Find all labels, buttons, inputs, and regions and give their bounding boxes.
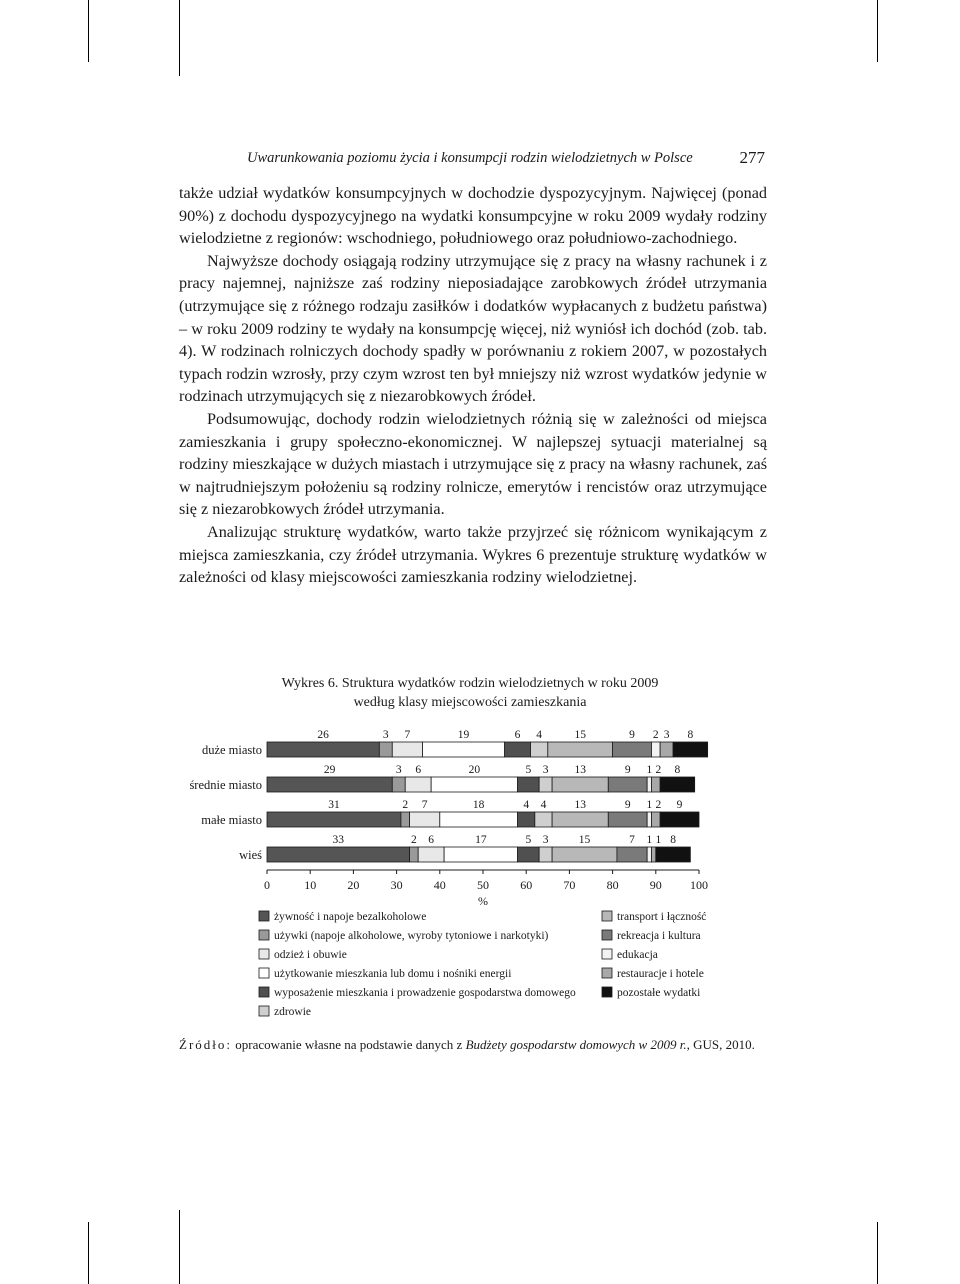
category-label: wieś [239, 848, 262, 862]
data-label: 9 [629, 729, 635, 741]
page-number: 277 [739, 148, 765, 167]
paragraph-3: Podsumowując, dochody rodzin wielodzietnych różnią się w zależności od miejsca zamieszkania i grupy społeczno-ekonomicznej. W najlepszej sytuacji materialnej są rodziny mieszkające w dużych miastach i utrzymujące się z pracy na własny rachunek, zaś w najtrudniejszym położeniu są rodziny rolnicze, emerytów i rencistów oraz utrzymujące się z niezarobkowych źródeł utrzymania. [179, 409, 767, 519]
legend-swatch [602, 930, 612, 940]
data-label: 31 [328, 799, 340, 811]
legend-label: rekreacja i kultura [617, 930, 701, 942]
data-label: 9 [624, 764, 631, 776]
legend-label: użytkowanie mieszkania lub domu i nośniki energii [274, 968, 512, 980]
category-label: duże miasto [201, 743, 262, 757]
bar-segment [431, 777, 517, 792]
bar-segment [267, 777, 392, 792]
bar-segment [552, 847, 617, 862]
data-label: 8 [687, 729, 694, 741]
paragraph-4: Analizując strukturę wydatków, warto także przyjrzeć się różnicom wynikającym z miejsca zamieszkania, czy źródeł utrzymania. Wykres 6 prezentuje strukturę wydatków w zależności od klasy miejscowości zamieszkania rodziny wielodzietnej. [179, 522, 767, 587]
x-tick-label: 80 [606, 878, 619, 892]
bar-segment [531, 742, 548, 757]
figure-title-line-2: według klasy miejscowości zamieszkania [353, 695, 587, 710]
category-label: małe miasto [201, 813, 262, 827]
x-tick-label: 50 [477, 878, 489, 892]
source-title: Budżety gospodarstw domowych w 2009 r. [465, 1037, 687, 1052]
bar-segment [660, 777, 695, 792]
data-label: 6 [428, 834, 435, 846]
bar-segment [505, 742, 531, 757]
x-tick-label: 40 [433, 878, 446, 892]
bar-segment [647, 777, 651, 792]
bar-segment [535, 812, 552, 827]
category-label: średnie miasto [189, 778, 262, 792]
legend-swatch [259, 1006, 269, 1016]
bar-segment [267, 742, 379, 757]
bar-segment [444, 847, 517, 862]
bar-segment [660, 742, 673, 757]
x-tick-label: 60 [520, 878, 533, 892]
data-label: 19 [457, 729, 470, 741]
bar-segment [518, 777, 540, 792]
data-label: 2 [655, 799, 662, 811]
bar-segment [410, 812, 440, 827]
bar-segment [673, 742, 708, 757]
bar-segment [539, 777, 552, 792]
bar-segment [405, 777, 431, 792]
bar-segment [539, 847, 552, 862]
bar-segment [647, 847, 651, 862]
data-label: 15 [574, 729, 586, 741]
source-text: opracowanie własne na podstawie danych z [235, 1037, 463, 1052]
data-label: 3 [395, 764, 402, 776]
source-tail: , GUS, 2010. [686, 1037, 755, 1052]
legend-label: pozostałe wydatki [617, 987, 701, 999]
data-label: 4 [523, 799, 530, 811]
data-label: 9 [676, 799, 683, 811]
legend-swatch [259, 930, 269, 940]
running-title: Uwarunkowania poziomu życia i konsumpcji rodzin wielodzietnych w Polsce [247, 150, 693, 166]
x-tick-label: 90 [649, 878, 662, 892]
data-label: 3 [382, 729, 389, 741]
data-label: 3 [542, 834, 549, 846]
x-tick-label: 30 [390, 878, 403, 892]
data-label: 1 [655, 834, 662, 846]
data-label: 13 [574, 764, 586, 776]
legend-swatch [259, 968, 269, 978]
source-label: Źródło: [179, 1037, 232, 1052]
data-label: 4 [536, 729, 543, 741]
bar-segment [392, 777, 405, 792]
data-label: 1 [646, 834, 653, 846]
data-label: 8 [674, 764, 681, 776]
bar-segment [651, 742, 660, 757]
legend-label: edukacja [617, 949, 658, 961]
data-label: 7 [421, 799, 428, 811]
bar-segment [656, 847, 691, 862]
figure-source [179, 1036, 767, 1054]
data-label: 8 [670, 834, 676, 846]
paragraph-2: Najwyższe dochody osiągają rodziny utrzymujące się z pracy na własny rachunek i z pracy najemnej, najniższe zaś rodziny nieposiadające zarobkowych źródeł utrzymania (utrzymujące się z różnego rodzaju zasiłków i dodatków wypłacanych z budżetu państwa) – w roku 2009 rodziny te wydały na konsumpcję więcej, niż wyniósł ich dochód (zob. tab. 4). W rodzinach rolniczych dochody spadły w porównaniu z rokiem 2007, w pozostałych typach rodzin wzrosły, przy czym wzrost ten był mniejszy niż wzrost wydatków jedynie w rodzinach utrzymujących się z niezarobkowych źródeł. [179, 251, 767, 406]
legend-swatch [602, 987, 612, 997]
bar-segment [401, 812, 410, 827]
data-label: 2 [652, 729, 659, 741]
x-axis-label: % [478, 894, 488, 908]
data-label: 1 [646, 799, 653, 811]
x-tick-label: 100 [690, 878, 708, 892]
legend-label: używki (napoje alkoholowe, wyroby tytoniowe i narkotyki) [274, 930, 549, 942]
bar-segment [440, 812, 518, 827]
data-label: 3 [542, 764, 549, 776]
legend-swatch [259, 949, 269, 959]
data-label: 29 [323, 764, 336, 776]
data-label: 17 [475, 834, 487, 846]
x-tick-label: 10 [304, 878, 317, 892]
data-label: 4 [540, 799, 547, 811]
data-label: 6 [415, 764, 422, 776]
legend-label: wyposażenie mieszkania i prowadzenie gospodarstwa domowego [274, 987, 576, 999]
data-label: 7 [404, 729, 411, 741]
paragraph-1: także udział wydatków konsumpcyjnych w dochodzie dyspozycyjnym. Najwięcej (ponad 90%) z dochodu dyspozycyjnego na wydatki konsumpcyjne w roku 2009 wydały rodziny wielodzietne z regionów: wschodniego, południowego oraz południowo-zachodniego. [179, 184, 767, 248]
data-label: 20 [468, 764, 481, 776]
data-label: 18 [472, 799, 485, 811]
legend-swatch [602, 949, 612, 959]
legend-swatch [602, 911, 612, 921]
bar-segment [552, 777, 608, 792]
bar-segment [647, 812, 651, 827]
bar-segment [552, 812, 608, 827]
data-label: 1 [646, 764, 653, 776]
bar-segment [651, 847, 655, 862]
legend-swatch [259, 911, 269, 921]
data-label: 33 [332, 834, 345, 846]
data-label: 9 [624, 799, 631, 811]
bar-segment [613, 742, 652, 757]
bar-segment [548, 742, 613, 757]
data-label: 26 [317, 729, 329, 741]
bar-segment [651, 812, 660, 827]
data-label: 2 [402, 799, 409, 811]
data-label: 13 [574, 799, 586, 811]
legend-label: zdrowie [274, 1006, 312, 1018]
bar-segment [518, 847, 540, 862]
data-label: 5 [525, 834, 532, 846]
data-label: 6 [514, 729, 521, 741]
bar-segment [608, 812, 647, 827]
data-label: 15 [578, 834, 591, 846]
bar-segment [518, 812, 535, 827]
data-label: 3 [663, 729, 670, 741]
bar-segment [660, 812, 699, 827]
legend-label: transport i łączność [617, 911, 707, 923]
bar-segment [267, 847, 410, 862]
bar-segment [418, 847, 444, 862]
bar-segment [423, 742, 505, 757]
legend-swatch [259, 987, 269, 997]
data-label: 2 [655, 764, 662, 776]
x-tick-label: 0 [264, 878, 270, 892]
legend-label: odzież i obuwie [274, 949, 347, 961]
bar-segment [608, 777, 647, 792]
legend-label: restauracje i hotele [617, 968, 704, 980]
data-label: 2 [411, 834, 417, 846]
bar-segment [651, 777, 660, 792]
figure-title-line-1: Wykres 6. Struktura wydatków rodzin wielodzietnych w roku 2009 [281, 676, 659, 691]
legend-label: żywność i napoje bezalkoholowe [274, 911, 427, 923]
data-label: 7 [629, 834, 635, 846]
legend-swatch [602, 968, 612, 978]
x-tick-label: 20 [347, 878, 360, 892]
bar-segment [267, 812, 401, 827]
bar-segment [392, 742, 422, 757]
data-label: 5 [525, 764, 532, 776]
bar-segment [410, 847, 419, 862]
bar-segment [617, 847, 647, 862]
x-tick-label: 70 [563, 878, 576, 892]
bar-segment [379, 742, 392, 757]
